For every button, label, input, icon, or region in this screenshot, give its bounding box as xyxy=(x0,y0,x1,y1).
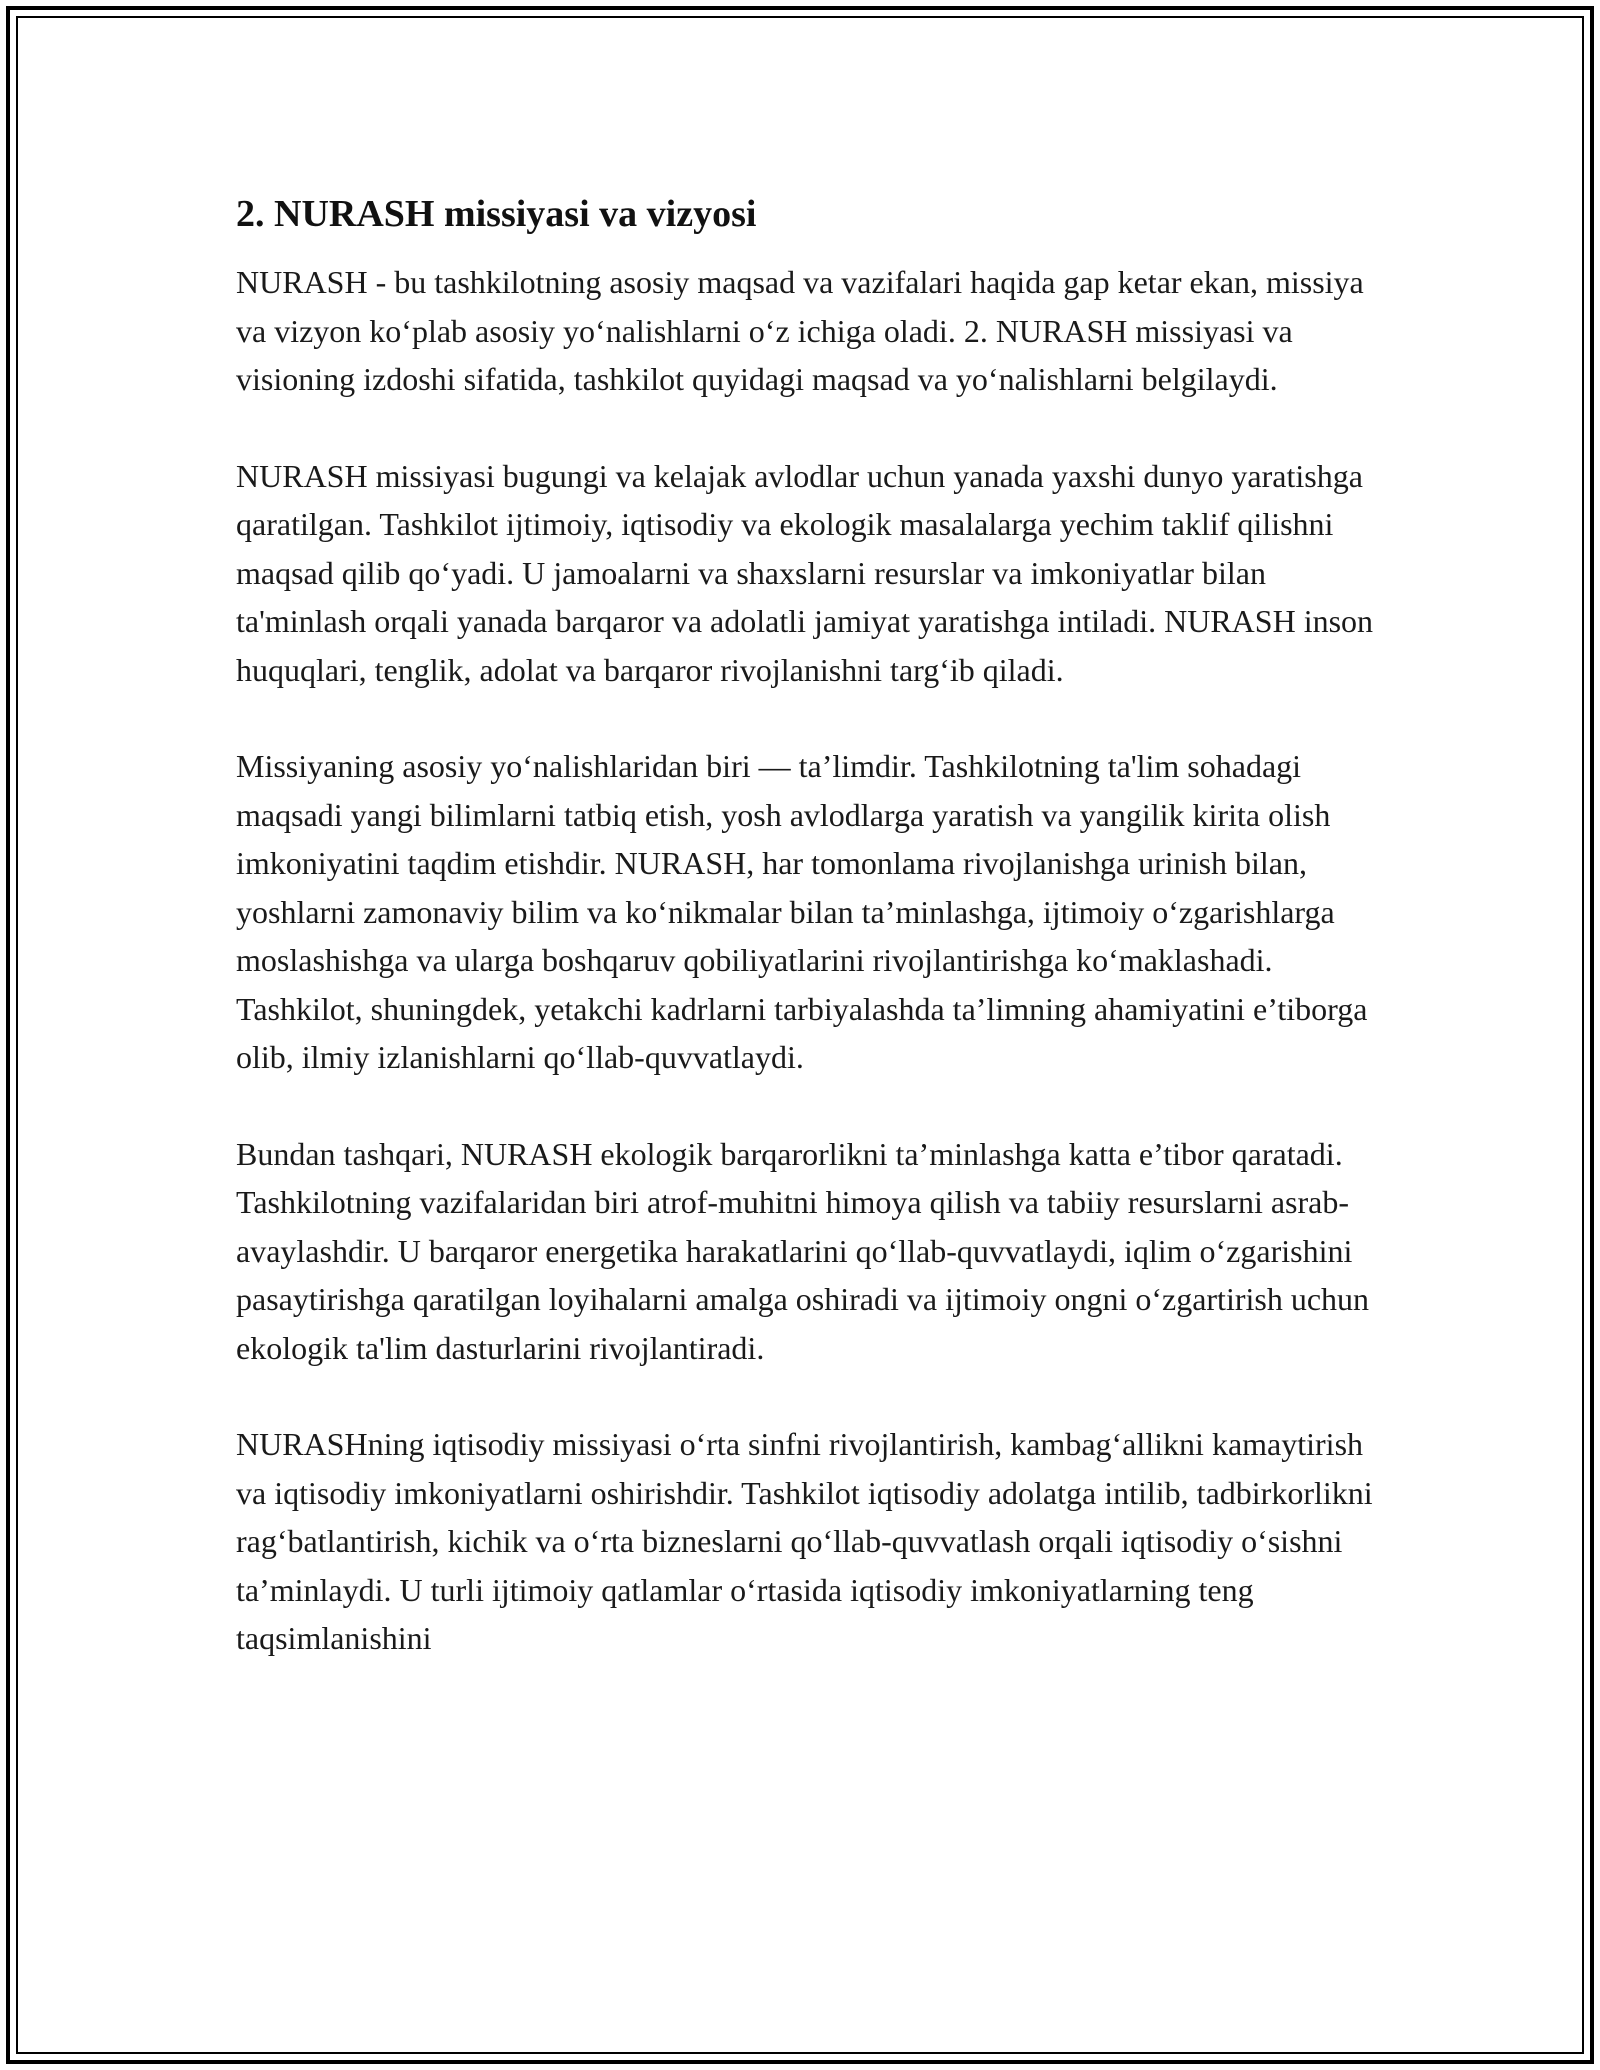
paragraph-intro: NURASH - bu tashkilotning asosiy maqsad va vazifalari haqida gap ketar ekan, missiya va vizyon koʻplab asosiy yoʻnalishlarni oʻz ichiga oladi. 2. NURASH missiyasi va visioning izdoshi sifatida, tashkilot quyidagi maqsad va yoʻnalishlarni belgilaydi. xyxy=(236,264,1364,397)
section-title: 2. NURASH missiyasi va vizyosi xyxy=(236,193,757,235)
paragraph-ecology: Bundan tashqari, NURASH ekologik barqarorlikni ta’minlashga katta e’tibor qaratadi. Tashkilotning vazifalaridan biri atrof-muhitni himoya qilish va tabiiy resurslarni asrab-avaylashdir. U barqaror energetika harakatlarini qoʻllab-quvvatlaydi, iqlim oʻzgarishini pasaytirishga qaratilgan loyihalarni amalga oshiradi va ijtimoiy ongni oʻzgartirish uchun ekologik ta'lim dasturlarini rivojlantiradi. xyxy=(236,1135,1370,1366)
paragraph-mission: NURASH missiyasi bugungi va kelajak avlodlar uchun yanada yaxshi dunyo yaratishga qaratilgan. Tashkilot ijtimoiy, iqtisodiy va ekologik masalalarga yechim taklif qilishni maqsad qilib qoʻyadi. U jamoalarni va shaxslarni resurslar va imkoniyatlar bilan ta'minlash orqali yanada barqaror va adolatli jamiyat yaratishga intiladi. NURASH inson huquqlari, tenglik, adolat va barqaror rivojlanishni targʻib qiladi. xyxy=(236,457,1374,688)
paragraph-economy: NURASHning iqtisodiy missiyasi oʻrta sinfni rivojlantirish, kambagʻallikni kamaytirish va iqtisodiy imkoniyatlarni oshirishdir. Tashkilot iqtisodiy adolatga intilib, tadbirkorlikni ragʻbatlantirish, kichik va oʻrta bizneslarni qoʻllab-quvvatlash orqali iqtisodiy oʻsishni ta’minlaydi. U turli ijtimoiy qatlamlar oʻrtasida iqtisodiy imkoniyatlarning teng taqsimlanishini xyxy=(236,1426,1373,1656)
document-body xyxy=(236,188,1376,1711)
paragraph-education: Missiyaning asosiy yoʻnalishlaridan biri — ta’limdir. Tashkilotning ta'lim sohadagi maqsadi yangi bilimlarni tatbiq etish, yosh avlodlarga yaratish va yangilik kirita olish imkoniyatini taqdim etishdir. NURASH, har tomonlama rivojlanishga urinish bilan, yoshlarni zamonaviy bilim va koʻnikmalar bilan ta’minlashga, ijtimoiy oʻzgarishlarga moslashishga va ularga boshqaruv qobiliyatlarini rivojlantirishga koʻmaklashadi. Tashkilot, shuningdek, yetakchi kadrlarni tarbiyalashda ta’limning ahamiyatini e’tiborga olib, ilmiy izlanishlarni qoʻllab-quvvatlaydi. xyxy=(236,748,1368,1075)
